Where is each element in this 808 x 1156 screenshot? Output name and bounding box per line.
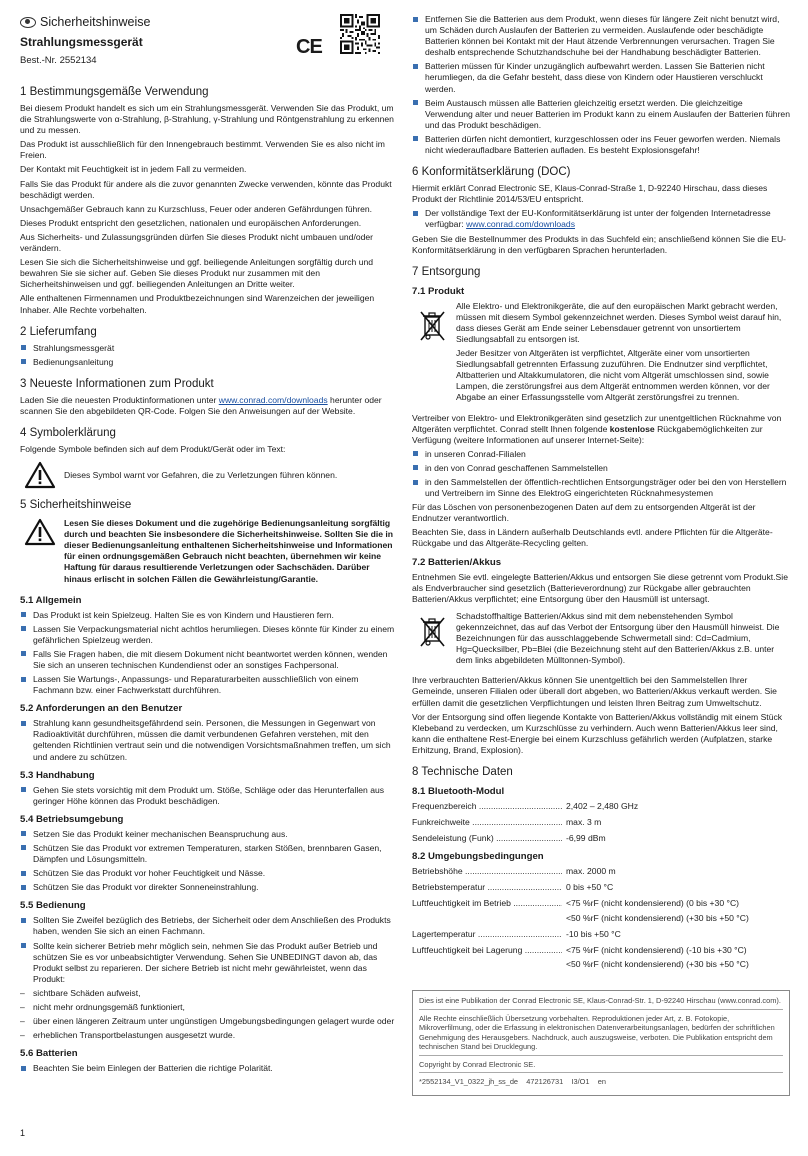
batteries-list-continued [412, 14, 790, 156]
list-item: Schützen Sie das Produkt vor hoher Feuchtigkeit und Nässe. [20, 868, 398, 879]
weee-symbol-row [412, 301, 790, 407]
other-countries-paragraph: Beachten Sie, dass in Ländern außerhalb Deutschlands evtl. andere Pflichten für die Altgeräte-Rückgabe und das Altgeräte-Recycling gelten. [412, 527, 773, 549]
spec-value [562, 866, 790, 877]
spec-row [412, 898, 790, 923]
list-item [412, 208, 790, 230]
spec-key: Frequenzbereich ..... [412, 801, 562, 812]
batteries-list [20, 1063, 398, 1074]
spec-key: Luftfeuchtigkeit bei Lagerung ..... [412, 945, 562, 970]
spec-key: Sendeleistung (Funk) ..... [412, 833, 562, 844]
return-paragraph [412, 413, 790, 446]
imprint-publisher: Dies ist eine Publikation der Conrad Electronic SE, Klaus-Conrad-Str. 1, D-92240 Hirschau (www.conrad.com). [419, 995, 781, 1005]
safety-warning-text: Lesen Sie dieses Dokument und die zugehörige Bedienungsanleitung sorgfältig durch und beachten Sie insbesondere die Sicherheitshinweise. Sollten Sie die in dieser Bedienungsanleitung enthaltenen Sicherheitshinweise und Informationen für einen ordnungsgemäßen Gebrauch nicht beachten, übernehmen wir keine Haftung für daraus resultierende Verletzungen oder Sachschäden. Darüber hinaus erlischt in solchen Fällen die Gewährleistung/Garantie. [64, 518, 394, 584]
spec-value-line: <75 %rF (nicht kondensierend) (0 bis +30 °C) [566, 898, 740, 909]
weee-paragraph-2: Jeder Besitzer von Altgeräten ist verpflichtet, Altgeräte einer vom unsortierten Siedlungsabfall getrennten Erfassung zuzuführen. Die Endnutzer sind verpflichtet, Altbatterien und Altakkumulatoren, die nicht vom Altgerät umschlossen sind, sowie Lampen, die zerstörungsfrei aus dem Altgerät entnommen werden können, vor der Abgabe an einer Erfassungsstelle vom Altgerät zerstörungsfrei zu trennen. [456, 348, 770, 403]
doc-list [412, 208, 790, 230]
list-item: Schützen Sie das Produkt vor direkter Sonneneinstrahlung. [20, 882, 398, 893]
section-7-1-title: 7.1 Produkt [412, 285, 465, 297]
spec-value-line: <75 %rF (nicht kondensierend) (-10 bis +30 °C) [566, 944, 747, 955]
list-item: Schützen Sie das Produkt vor extremen Temperaturen, starken Stößen, brennbaren Gasen, Dämpfen und Lösungsmitteln. [20, 843, 398, 865]
list-item: Das Produkt ist kein Spielzeug. Halten Sie es von Kindern und Haustieren fern. [20, 610, 398, 621]
spec-row [412, 801, 790, 812]
list-item: Bedienungsanleitung [20, 357, 398, 368]
paragraph: Falls Sie das Produkt für andere als die zuvor genannten Zwecke verwenden, könnte das Produkt beschädigt werden. [20, 178, 392, 200]
spec-value [562, 833, 790, 844]
section-1-title: 1 Bestimmungsgemäße Verwendung [20, 86, 209, 98]
spec-value [562, 882, 790, 893]
qr-code-icon[interactable] [340, 14, 380, 54]
delivery-list [20, 343, 398, 368]
spec-row [412, 945, 790, 970]
left-column [20, 14, 398, 1144]
operation-dash-list [20, 988, 398, 1041]
weee-paragraph-1: Alle Elektro- und Elektronikgeräte, die auf den europäischen Markt gebracht werden, müssen mit diesem Symbol gekennzeichnet werden. Dieses Symbol weist darauf hin, dass dieses Gerät am Ende seiner Lebensdauer getrennt von unsortiertem Siedlungsabfall zu entsorgen ist. [456, 300, 782, 344]
list-item: – nicht mehr ordnungsgemäß funktioniert, [20, 1002, 398, 1013]
spec-row [412, 817, 790, 828]
spec-value-line: <50 %rF (nicht kondensierend) (+30 bis +50 °C) [566, 958, 749, 969]
right-column [412, 14, 790, 1144]
text-span: Vertreiber von Elektro- und Elektronikgeräten sind gesetzlich zur unentgeltlichen Rücknahme von Altgeräten verpflichtet. Conrad stellt Ihnen folgende [412, 412, 782, 434]
list-item: Falls Sie Fragen haben, die mit diesem Dokument nicht beantwortet werden können, wenden Sie sich an unseren technischen Kundendienst oder an sonstiges Fachpersonal. [20, 649, 398, 671]
section-8-1-title: 8.1 Bluetooth-Modul [412, 785, 505, 797]
doc-paragraph-2: Geben Sie die Bestellnummer des Produkts in das Suchfeld ein; anschließend können Sie die EU-Konformitätserklärung in den verfügbaren Sprachen herunterladen. [412, 233, 787, 255]
paragraph: Bei diesem Produkt handelt es sich um ein Strahlungsmessgerät. Verwenden Sie das Produkt, um die Strahlungswerte von α-Strahlung, β-Strahlung, γ-Strahlung und Röntgenstrahlung zu erkennen und zu messen. [20, 103, 394, 136]
section-6-title: 6 Konformitätserklärung (DOC) [412, 166, 571, 179]
paragraph: Der Kontakt mit Feuchtigkeit ist in jedem Fall zu vermeiden. [20, 164, 247, 175]
spec-value-line: max. 2000 m [566, 866, 616, 877]
text-span: herunter oder scannen Sie den abgebildeten QR-Code. Folgen Sie den Anweisungen auf der Website. [20, 394, 382, 416]
safety-warning-row [20, 518, 398, 588]
imprint-box [412, 990, 790, 1096]
list-item: Batterien dürfen nicht demontiert, kurzgeschlossen oder ins Feuer geworfen werden. Niemals nicht wiederaufladbare Batterien aufladen. Es besteht Explosionsgefahr! [412, 134, 790, 156]
list-item: Strahlung kann gesundheitsgefährdend sein. Personen, die Messungen in Gegenwart von Radioaktivität durchführen, müssen die damit verbundenen Gefahren verstehen, mit den geltenden Richtlinien vertraut sein und die notwendigen Vorsichtsmaßnahmen treffen, um sich und andere zu schützen. [20, 718, 398, 762]
section-5-4-title: 5.4 Betriebsumgebung [20, 813, 124, 825]
paragraph: Dieses Produkt entspricht den gesetzlichen, nationalen und europäischen Anforderungen. [20, 217, 362, 228]
list-item: Gehen Sie stets vorsichtig mit dem Produkt um. Stöße, Schläge oder das Herunterfallen aus geringer Höhe können das Produkt beschädigen. [20, 785, 398, 807]
section-2-title: 2 Lieferumfang [20, 325, 97, 338]
section-5-title: 5 Sicherheitshinweise [20, 499, 132, 512]
list-item: – erheblichen Transportbelastungen ausgesetzt wurde. [20, 1030, 398, 1041]
operation-list [20, 915, 398, 985]
downloads-link[interactable]: www.conrad.com/downloads [466, 219, 576, 230]
warning-triangle-icon [24, 461, 56, 489]
battery-contacts-paragraph: Vor der Entsorgung sind offen liegende Kontakte von Batterien/Akkus vollständig mit einem Stück Klebeband zu verdecken, um Kurzschlüsse zu verhindern. Auch wenn Batterien/Akkus leer sind, kann die enthaltene Rest-Energie bei einem Kurzschluss gefährlich werden (Aufplatzen, starke Erhitzung, Brand, Explosion). [412, 711, 783, 755]
list-item: Setzen Sie das Produkt keiner mechanischen Beanspruchung aus. [20, 829, 398, 840]
crossed-bin-icon [416, 615, 448, 649]
section-3-text [20, 395, 398, 417]
spec-key: Betriebshöhe ..... [412, 866, 562, 877]
document-header [20, 14, 398, 76]
list-item: Lassen Sie Verpackungsmaterial nicht achtlos herumliegen. Dieses könnte für Kinder zu einem gefährlichen Spielzeug werden. [20, 624, 398, 646]
spec-row [412, 866, 790, 877]
battery-symbol-row [412, 611, 790, 669]
spec-value [562, 898, 790, 923]
crossed-bin-icon [416, 309, 448, 343]
text-span: Laden Sie die neuesten Produktinformationen unter [20, 394, 219, 405]
spec-value [562, 817, 790, 828]
divider [419, 1055, 783, 1056]
list-item: – sichtbare Schäden aufweist, [20, 988, 398, 999]
spec-key: Luftfeuchtigkeit im Betrieb ..... [412, 898, 562, 923]
list-item: Sollte kein sicherer Betrieb mehr möglich sein, nehmen Sie das Produkt außer Betrieb und schützen Sie es vor unbeabsichtigter Verwendung. Sehen Sie UNBEDINGT davon ab, das Produkt selbst zu reparieren. Der sichere Betrieb ist nicht mehr gewährleistet, wenn das Produkt: [20, 941, 398, 985]
section-5-3-title: 5.3 Handhabung [20, 769, 95, 781]
section-1-body [20, 103, 398, 316]
spec-value-line: <50 %rF (nicht kondensierend) (+30 bis +50 °C) [566, 912, 749, 923]
spec-value [562, 945, 790, 970]
section-5-6-title: 5.6 Batterien [20, 1048, 78, 1060]
warning-symbol-text: Dieses Symbol warnt vor Gefahren, die zu Verletzungen führen können. [64, 470, 338, 481]
battery-return-paragraph: Ihre verbrauchten Batterien/Akkus können Sie unentgeltlich bei den Sammelstellen Ihrer Gemeinde, unseren Filialen oder überall dort abgeben, wo Batterien/Akkus verkauft werden. Sie erfüllen damit die gesetzlichen Verpflichtungen und leisten Ihren Beitrag zum Umweltschutz. [412, 675, 777, 708]
spec-key: Funkreichweite ..... [412, 817, 562, 828]
paragraph: Lesen Sie sich die Sicherheitshinweise und ggf. beiliegende Anleitungen sorgfältig durch und bewahren Sie sie sicher auf. Geben Sie dieses Produkt nur zusammen mit den Sicherheitshinweisen und ggf. beiliegenden Anleitungen an Dritte weiter. [20, 257, 374, 290]
general-list [20, 610, 398, 697]
section-3-title: 3 Neueste Informationen zum Produkt [20, 377, 214, 390]
user-requirements-list [20, 718, 398, 762]
imprint-code: *2552134_V1_0322_jh_ss_de 472126731 I3/O1 en [419, 1077, 606, 1087]
section-7-2-title: 7.2 Batterien/Akkus [412, 556, 502, 568]
imprint-copyright: Copyright by Conrad Electronic SE. [419, 1059, 536, 1069]
list-item: in unseren Conrad-Filialen [412, 449, 790, 460]
spec-value-line: 2,402 – 2,480 GHz [566, 800, 639, 811]
warning-symbol-row [20, 461, 398, 489]
paragraph: Alle enthaltenen Firmennamen und Produktbezeichnungen sind Warenzeichen der jeweiligen Inhaber. Alle Rechte vorbehalten. [20, 293, 375, 315]
list-item: Beachten Sie beim Einlegen der Batterien die richtige Polarität. [20, 1063, 398, 1074]
list-item: Batterien müssen für Kinder unzugänglich aufbewahrt werden. Lassen Sie Batterien nicht herumliegen, da die Gefahr besteht, dass diese von Kindern oder Haustieren verschluckt werden. [412, 61, 790, 94]
imprint-rights: Alle Rechte einschließlich Übersetzung vorbehalten. Reproduktionen jeder Art, z. B. Fotokopie, Mikroverfilmung, oder die Erfassung in elektronischen Datenverarbeitungsanlagen, bedürfen der schriftlichen Genehmigung des Herausgebers. Nachdruck, auch auszugsweise, verboten. Die Publikation entspricht dem technischen Stand bei Drucklegung. [419, 1013, 775, 1052]
section-5-2-title: 5.2 Anforderungen an den Benutzer [20, 703, 183, 715]
header-section-title: Sicherheitshinweise [40, 15, 151, 29]
paragraph: Das Produkt ist ausschließlich für den Innengebrauch bestimmt. Verwenden Sie es also nicht im Freien. [20, 139, 385, 161]
text-span: Rückgabemöglichkeiten zur Verfügung (weitere Informationen auf unserer Internet-Seite): [412, 423, 763, 445]
paragraph: Unsachgemäßer Gebrauch kann zu Kurzschluss, Feuer oder anderen Gefährdungen führen. [20, 203, 373, 214]
spec-row [412, 929, 790, 940]
list-item: – über einen längeren Zeitraum unter ungünstigen Umgebungsbedingungen gelagert wurde oder [20, 1016, 398, 1027]
downloads-link[interactable]: www.conrad.com/downloads [218, 394, 328, 405]
document-page [20, 14, 790, 1144]
list-item: Sollten Sie Zweifel bezüglich des Betriebs, der Sicherheit oder dem Anschließen des Produkts haben, wenden Sie sich an einen Fachmann. [20, 915, 398, 937]
environment-specs [412, 866, 790, 970]
page-number: 1 [20, 1128, 26, 1138]
section-4-intro: Folgende Symbole befinden sich auf dem Produkt/Gerät oder im Text: [20, 443, 286, 454]
list-item: Lassen Sie Wartungs-, Anpassungs- und Reparaturarbeiten ausschließlich von einem Fachmann bzw. einer Fachwerkstatt durchführen. [20, 674, 398, 696]
section-8-title: 8 Technische Daten [412, 765, 513, 778]
divider [419, 1072, 783, 1073]
section-8-2-title: 8.2 Umgebungsbedingungen [412, 851, 544, 863]
section-7-title: 7 Entsorgung [412, 265, 481, 278]
data-deletion-paragraph: Für das Löschen von personenbezogenen Daten auf dem zu entsorgenden Altgerät ist der Endnutzer verantwortlich. [412, 502, 756, 524]
spec-key: Lagertemperatur ..... [412, 929, 562, 940]
section-5-5-title: 5.5 Bedienung [20, 900, 86, 912]
spec-value [562, 929, 790, 940]
bluetooth-specs [412, 801, 790, 844]
spec-row [412, 882, 790, 893]
product-title: Strahlungsmessgerät [20, 35, 143, 49]
divider [419, 1009, 783, 1010]
section-5-1-title: 5.1 Allgemein [20, 594, 82, 606]
list-item: Strahlungsmessgerät [20, 343, 398, 354]
battery-disposal-paragraph: Entnehmen Sie evtl. eingelegte Batterien/Akkus und entsorgen Sie diese getrennt vom Produkt.Sie als Endverbraucher sind gesetzlich (Batterieverordnung) zur Rückgabe aller gebrauchten Batterien/Akkus verpflichtet; eine Entsorgung über den Hausmüll ist untersagt. [412, 571, 788, 604]
spec-value [562, 801, 790, 812]
doc-paragraph: Hiermit erklärt Conrad Electronic SE, Klaus-Conrad-Straße 1, D-92240 Hirschau, dass dieses Produkt der Richtlinie 2014/53/EU entspricht. [412, 183, 768, 205]
list-item: Entfernen Sie die Batterien aus dem Produkt, wenn dieses für längere Zeit nicht benutzt wird, um Schäden durch Auslaufen der Batterien zu vermeiden. Auslaufende oder beschädigte Batterien können bei Kontakt mit der Haut ätzende Verbrennungen verursachen. Tragen Sie deshalb entsprechende Schutzhandschuhe bei der Handhabung beschädigter Batterien. [412, 14, 790, 58]
ce-mark-icon: CE [296, 36, 322, 58]
paragraph: Aus Sicherheits- und Zulassungsgründen dürfen Sie dieses Produkt nicht umbauen und/oder verändern. [20, 231, 374, 254]
list-item: in den von Conrad geschaffenen Sammelstellen [412, 463, 790, 474]
spec-key: Betriebstemperatur ..... [412, 882, 562, 893]
return-options-list [412, 449, 790, 499]
spec-value-line: max. 3 m [566, 817, 602, 828]
order-number: Best.-Nr. 2552134 [20, 55, 97, 66]
spec-row [412, 833, 790, 844]
list-item: Beim Austausch müssen alle Batterien gleichzeitig ersetzt werden. Die gleichzeitige Verwendung alter und neuer Batterien im Produkt kann zu einem Auslaufen der Batterien führen und das Produkt beschädigen. [412, 98, 790, 131]
handling-list [20, 785, 398, 807]
spec-value-line: -6,99 dBm [566, 833, 606, 844]
section-4-title: 4 Symbolerklärung [20, 426, 116, 439]
spec-value-line: -10 bis +50 °C [566, 928, 621, 939]
environment-list [20, 829, 398, 893]
battery-symbol-text: Schadstoffhaltige Batterien/Akkus sind mit dem nebenstehenden Symbol gekennzeichnet, das auf das Verbot der Entsorgung über den Hausmüll hinweist. Die Bezeichnungen für das ausschlaggebende Schwermetall sind: Cd=Cadmium, Hg=Quecksilber, Pb=Blei (die Bezeichnung steht auf den Batterien/Akkus z.B. unter dem links abgebildeten Mülltonnen-Symbol). [456, 610, 780, 666]
spec-value-line: 0 bis +50 °C [566, 882, 614, 893]
list-item: in den Sammelstellen der öffentlich-rechtlichen Entsorgungsträger oder bei den von Herstellern und Vertreibern im Sinne des ElektroG eingerichteten Rücknahmesystemen [412, 477, 790, 499]
warning-triangle-icon [24, 518, 56, 546]
eye-icon [20, 17, 36, 28]
text-span: Der vollständige Text der EU-Konformitätserklärung ist unter der folgenden Internetadresse verfügbar: [425, 208, 771, 230]
text-span: kostenlose [609, 423, 655, 434]
